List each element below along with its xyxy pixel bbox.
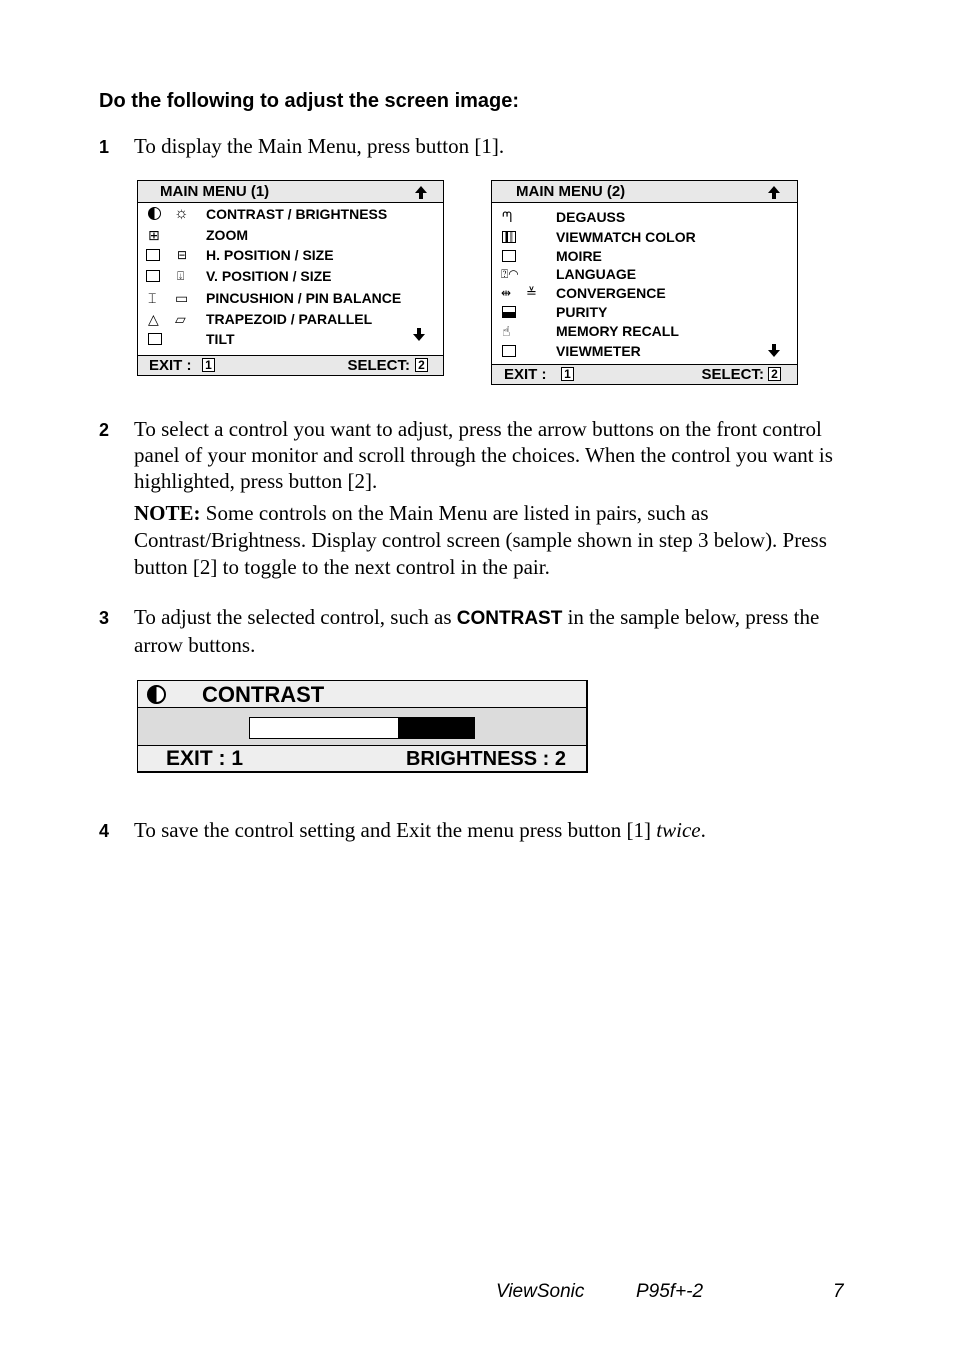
moire-icon	[502, 250, 516, 262]
h-position-icon	[146, 249, 160, 261]
step-text-part: in the sample below, press the arrow buttons.	[134, 605, 820, 657]
menu-item	[492, 227, 797, 247]
menu-item-label: ZOOM	[206, 227, 248, 243]
menu-item	[492, 341, 797, 361]
note-text: Some controls on the Main Menu are listed in pairs, such as Contrast/Brightness. Display control screen (sample shown in step 3 below). Press button [2] to toggle to the next control in the pair.	[134, 501, 827, 579]
menu-item	[138, 329, 443, 349]
menu-item	[138, 204, 443, 224]
contrast-icon	[147, 685, 166, 704]
menu-item-label: VIEWMETER	[556, 343, 641, 359]
exit-label: EXIT :	[149, 357, 192, 374]
step-text	[134, 817, 834, 843]
control-body	[138, 708, 586, 746]
menu-item-label: MOIRE	[556, 248, 602, 264]
h-size-icon: ⊟	[177, 248, 188, 262]
note-label: NOTE:	[134, 501, 201, 525]
menu-item	[492, 283, 797, 303]
select-key: 2	[768, 367, 781, 381]
v-position-icon	[146, 270, 160, 282]
step-text-part: To adjust the selected control, such as	[134, 605, 457, 629]
menu-item	[138, 225, 443, 245]
menu-item-label: PURITY	[556, 304, 608, 320]
menu-title-bar	[138, 181, 443, 203]
menu-item	[492, 264, 797, 284]
menu-item-label: CONTRAST / BRIGHTNESS	[206, 206, 388, 222]
step-text-bold: CONTRAST	[456, 608, 563, 629]
arrow-up-icon	[415, 186, 427, 193]
tilt-icon	[148, 333, 162, 345]
main-menu-1	[137, 180, 444, 376]
color-icon	[502, 231, 516, 243]
menu-title: MAIN MENU (1)	[160, 183, 270, 200]
menu-item-label: H. POSITION / SIZE	[206, 247, 334, 263]
contrast-level-bar[interactable]	[249, 717, 475, 739]
control-title: CONTRAST	[202, 682, 325, 707]
menu-item-label: LANGUAGE	[556, 266, 637, 282]
pincushion-icon: ⌶	[148, 290, 157, 306]
menu-title: MAIN MENU (2)	[516, 183, 626, 200]
contrast-level-fill	[250, 718, 399, 738]
step-text-part: .	[700, 818, 706, 842]
arrow-up-icon	[768, 186, 780, 193]
select-label: SELECT:	[701, 366, 764, 383]
menu-item	[138, 245, 443, 265]
menu-item	[492, 302, 797, 322]
section-heading: Do the following to adjust the screen image:	[99, 90, 520, 112]
memory-recall-icon: ☝	[502, 323, 511, 339]
arrow-down-icon	[417, 328, 421, 334]
zoom-icon: ⊞	[148, 227, 160, 243]
brightness-icon: ☼	[174, 205, 189, 222]
exit-hint: EXIT : 1	[166, 747, 244, 770]
menu-item	[138, 288, 443, 308]
step-text-part: To save the control setting and Exit the menu press button [1]	[134, 818, 657, 842]
step-text-italic: twice	[656, 818, 701, 842]
step-number: 4	[99, 821, 110, 841]
menu-item	[138, 266, 443, 286]
step-text	[134, 604, 834, 658]
menu-item-label: DEGAUSS	[556, 209, 626, 225]
step-number: 2	[99, 420, 110, 440]
parallel-icon: ▱	[175, 311, 186, 327]
select-label: SELECT:	[347, 357, 410, 374]
exit-key: 1	[561, 367, 574, 381]
menu-item	[492, 207, 797, 227]
main-menu-2	[491, 180, 798, 385]
contrast-control-screen	[137, 680, 588, 773]
v-size-icon: ⍗	[177, 269, 185, 283]
h-convergence-icon: ⇹	[501, 286, 512, 300]
select-key: 2	[415, 358, 428, 372]
menu-item-label: PINCUSHION / PIN BALANCE	[206, 290, 402, 306]
step-text: To display the Main Menu, press button [1].	[134, 134, 505, 158]
menu-item-label: MEMORY RECALL	[556, 323, 679, 339]
footer-model: P95f+-2	[636, 1281, 704, 1302]
pin-balance-icon: ▭	[175, 290, 189, 306]
language-icon: ⍰◠	[501, 267, 519, 281]
menu-item	[492, 246, 797, 266]
step-number: 3	[99, 608, 110, 628]
footer-page-number: 7	[833, 1281, 844, 1302]
purity-icon	[502, 306, 516, 318]
menu-footer	[492, 364, 797, 384]
degauss-icon: ᘉ	[502, 209, 513, 225]
menu-title-bar	[492, 181, 797, 203]
menu-item-label: TRAPEZOID / PARALLEL	[206, 311, 373, 327]
exit-key: 1	[202, 358, 215, 372]
contrast-icon	[148, 207, 161, 220]
arrow-down-icon	[772, 344, 776, 350]
menu-footer	[138, 355, 443, 375]
menu-item	[138, 309, 443, 329]
footer-brand: ViewSonic	[496, 1281, 585, 1302]
note-paragraph	[134, 500, 834, 581]
menu-item-label: TILT	[206, 331, 235, 347]
v-convergence-icon: ≚	[526, 285, 537, 300]
viewmeter-icon	[502, 345, 516, 357]
menu-item-label: VIEWMATCH COLOR	[556, 229, 696, 245]
menu-item-label: V. POSITION / SIZE	[206, 268, 332, 284]
menu-item-label: CONVERGENCE	[556, 285, 666, 301]
menu-item	[492, 321, 797, 341]
exit-label: EXIT :	[504, 366, 547, 383]
trapezoid-icon: △	[148, 311, 159, 327]
step-number: 1	[99, 137, 110, 157]
step-text: To select a control you want to adjust, press the arrow buttons on the front control panel of your monitor and scroll through the choices. When the control you want is highlighted, press button [2].	[134, 417, 833, 493]
control-footer	[138, 745, 586, 771]
brightness-toggle-hint: BRIGHTNESS : 2	[405, 748, 566, 770]
control-title-bar	[138, 681, 586, 708]
